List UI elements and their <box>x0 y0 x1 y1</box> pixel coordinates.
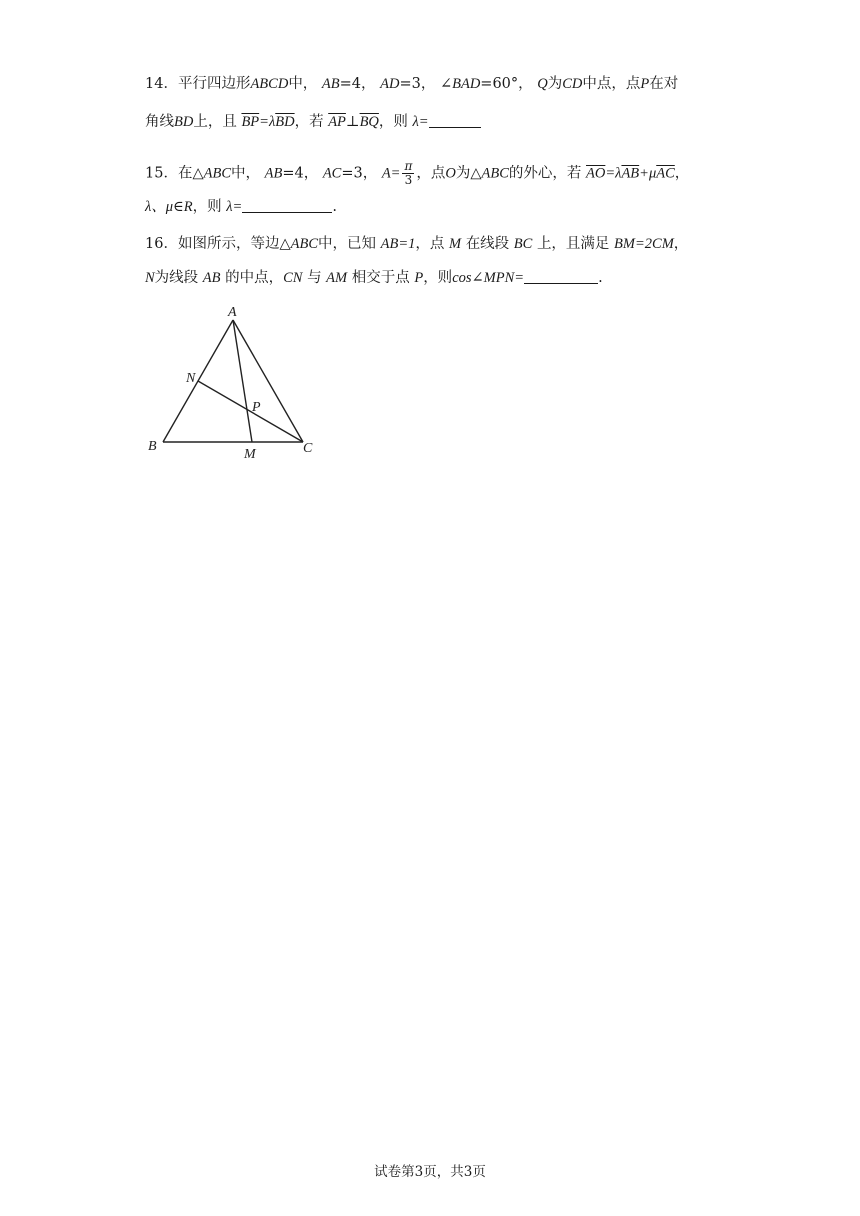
math-bm: BM <box>614 236 635 252</box>
math-eq-2cm: =2CM <box>634 236 674 252</box>
vector-bp: $\overline{BP}$ <box>241 114 260 130</box>
text: ，若 <box>294 114 324 130</box>
text: 上，且满足 <box>536 236 610 252</box>
math-plus-mu: +μ <box>639 165 657 182</box>
text: 为线段 <box>154 270 199 286</box>
text: ，则 <box>192 199 222 215</box>
text: 为 <box>547 76 563 92</box>
label-n: N <box>186 371 196 386</box>
text: 中，已知 <box>318 236 376 252</box>
answer-blank-15[interactable] <box>242 198 332 213</box>
segment-am <box>233 320 252 442</box>
fraction-numerator: π <box>404 159 413 173</box>
text: . <box>598 270 603 286</box>
perp-symbol: ⊥ <box>345 114 360 130</box>
math-lambda-eq: λ= <box>412 114 429 130</box>
math-m: M <box>448 236 462 252</box>
math-am: AM <box>326 270 348 286</box>
math-ab: AB <box>264 165 283 182</box>
q16-line2 <box>145 268 603 288</box>
math-lambda-mu-in-r: λ、μ∈R <box>145 199 193 215</box>
q16-number: 16．如图所示，等边 <box>145 236 280 252</box>
q15-line1 <box>145 160 689 187</box>
triangle-figure <box>140 300 330 465</box>
math-eq-lambda: =λ <box>259 114 276 130</box>
text: 角线 <box>145 114 174 130</box>
vector-ac: $\overline{AC}$ <box>656 165 675 182</box>
label-b: B <box>148 439 157 454</box>
vector-bd: $\overline{BD}$ <box>275 114 295 130</box>
text: 的中点， <box>225 270 284 286</box>
text: ， <box>674 165 690 182</box>
q14-line2 <box>145 112 481 132</box>
text: ，则 <box>423 270 453 286</box>
text: =4， <box>339 76 376 92</box>
label-c: C <box>303 441 313 456</box>
answer-blank-16[interactable] <box>524 269 598 284</box>
math-ab: AB <box>202 270 221 286</box>
q16-line1 <box>145 234 688 254</box>
q15-number: 15．在 <box>145 165 193 182</box>
math-cn: CN <box>283 270 303 286</box>
text: 上，且 <box>193 114 237 130</box>
text: 中， <box>288 76 318 92</box>
text: =60°， <box>480 76 533 92</box>
text: 中， <box>231 165 260 182</box>
label-p: P <box>252 400 261 415</box>
text: ，点 <box>416 165 446 182</box>
math-a-eq: A= <box>381 165 401 182</box>
math-o: O <box>445 165 456 182</box>
math-ab: AB <box>380 236 399 252</box>
math-triangle-abc: △ABC <box>192 165 231 182</box>
math-cos-mpn: cos∠MPN <box>452 270 515 286</box>
math-eq: = <box>514 270 525 286</box>
answer-blank-14[interactable] <box>429 113 481 128</box>
vector-bq: $\overline{BQ}$ <box>359 114 379 130</box>
math-abcd: ABCD <box>250 76 289 92</box>
text: 在线段 <box>465 236 510 252</box>
text: =3， <box>341 165 378 182</box>
q14-number: 14．平行四边形 <box>145 76 251 92</box>
math-angle-bad: ∠BAD <box>439 76 481 92</box>
text: ，点 <box>415 236 445 252</box>
math-cd: CD <box>562 76 583 92</box>
math-q: Q <box>537 76 548 92</box>
text: ， <box>673 236 689 252</box>
text: 中点，点 <box>582 76 641 92</box>
vector-ab: $\overline{AB}$ <box>621 165 640 182</box>
fraction-denominator: 3 <box>404 173 413 187</box>
math-ad: AD <box>380 76 400 92</box>
math-eq-1: =1 <box>398 236 416 252</box>
math-lambda-eq: λ= <box>226 199 243 215</box>
side-ac <box>233 320 303 442</box>
q14-line1 <box>145 74 678 94</box>
math-p: P <box>414 270 424 286</box>
text: 为 <box>455 165 471 182</box>
math-eq-lambda: =λ <box>605 165 622 182</box>
text: 在对 <box>649 76 679 92</box>
page-footer: 试卷第3页，共3页 <box>374 1164 486 1180</box>
math-bd: BD <box>174 114 194 130</box>
math-bc: BC <box>513 236 533 252</box>
text: . <box>332 199 337 215</box>
fraction-pi-over-3 <box>402 160 414 187</box>
math-p: P <box>640 76 650 92</box>
label-a: A <box>228 305 237 320</box>
math-n: N <box>145 270 155 286</box>
text: =4， <box>282 165 319 182</box>
vector-ap: $\overline{AP}$ <box>328 114 346 130</box>
q15-line2 <box>145 197 337 217</box>
math-ac: AC <box>322 165 342 182</box>
text: 的外心，若 <box>508 165 582 182</box>
label-m: M <box>244 447 256 462</box>
math-ab: AB <box>321 76 340 92</box>
text: =3， <box>399 76 436 92</box>
text: 相交于点 <box>351 270 410 286</box>
math-triangle-abc: △ABC <box>279 236 318 252</box>
text: 与 <box>307 270 322 286</box>
vector-ao: $\overline{AO}$ <box>586 165 606 182</box>
math-triangle-abc: △ABC <box>470 165 509 182</box>
text: ，则 <box>378 114 408 130</box>
